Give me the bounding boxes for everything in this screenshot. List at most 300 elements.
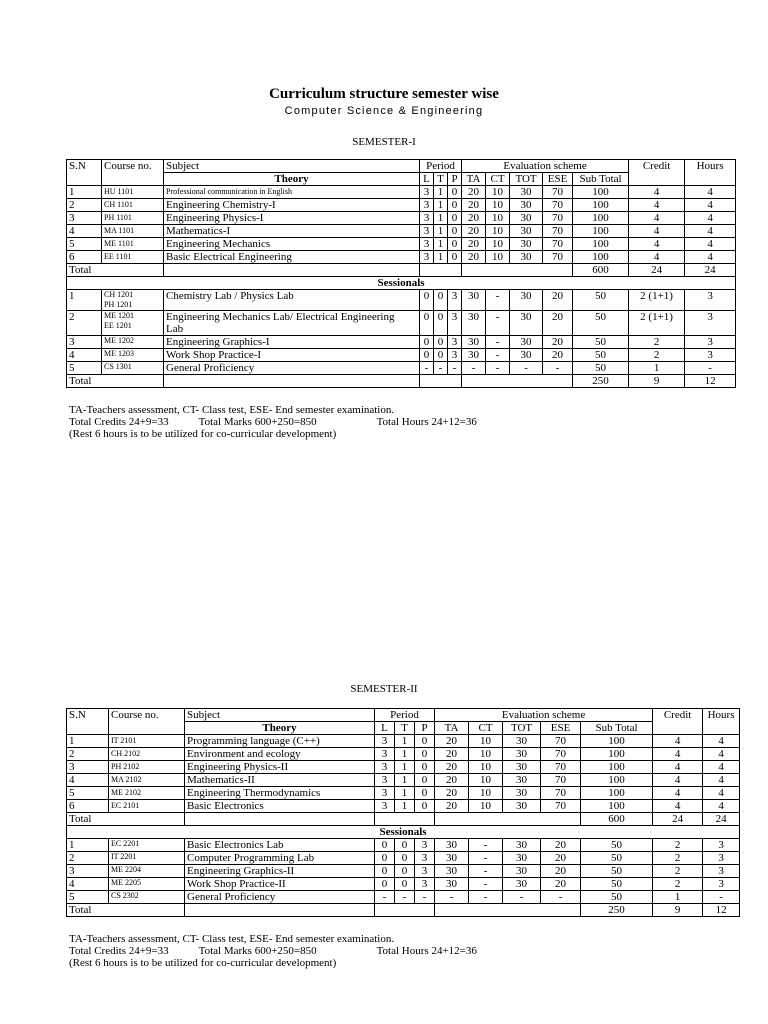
ta-cell: 20 bbox=[462, 238, 486, 251]
ese-cell: 70 bbox=[541, 800, 581, 813]
ese-cell: 70 bbox=[543, 186, 573, 199]
hours-cell: 4 bbox=[685, 238, 736, 251]
subject-text: Lab bbox=[166, 323, 184, 335]
sub-cell: 50 bbox=[581, 878, 653, 891]
l-cell: 3 bbox=[375, 787, 395, 800]
p-cell: 0 bbox=[448, 238, 462, 251]
course-header: Course no. bbox=[109, 709, 185, 735]
credit-cell: 4 bbox=[653, 748, 703, 761]
course-cell bbox=[109, 878, 185, 891]
ta-header: TA bbox=[462, 173, 486, 186]
subject-text: Work Shop Practice-II bbox=[187, 878, 286, 890]
course-cell bbox=[102, 311, 164, 336]
sessional-row bbox=[67, 891, 740, 904]
p-header: P bbox=[415, 722, 435, 735]
hours-cell: 3 bbox=[703, 839, 740, 852]
subject-text: Computer Programming Lab bbox=[187, 852, 315, 864]
subject-text: Chemistry Lab / Physics Lab bbox=[166, 290, 294, 302]
tot-header: TOT bbox=[503, 722, 541, 735]
sessional-row bbox=[67, 865, 740, 878]
ta-cell: 30 bbox=[435, 878, 469, 891]
sub-cell: 100 bbox=[573, 225, 629, 238]
sn-cell: 4 bbox=[67, 774, 109, 787]
sn-header: S.N bbox=[67, 709, 109, 735]
sessionals-heading-row bbox=[67, 277, 736, 290]
subtotal-header: Sub Total bbox=[573, 173, 629, 186]
sub-cell: 100 bbox=[581, 761, 653, 774]
p-cell: 0 bbox=[415, 748, 435, 761]
course-code: CS 2302 bbox=[111, 891, 139, 900]
course-cell: CH 1101 bbox=[102, 199, 164, 212]
evaluation-header: Evaluation scheme bbox=[462, 160, 629, 173]
subject-cell bbox=[185, 891, 375, 904]
totals-line bbox=[69, 945, 477, 957]
ese-header: ESE bbox=[541, 722, 581, 735]
l-cell: 0 bbox=[375, 839, 395, 852]
p-header: P bbox=[448, 173, 462, 186]
l-cell: 0 bbox=[375, 865, 395, 878]
l-cell: 3 bbox=[375, 774, 395, 787]
sub-cell: 100 bbox=[573, 186, 629, 199]
rest-note: (Rest 6 hours is to be utilized for co-curricular development) bbox=[69, 428, 337, 440]
tot-cell: 30 bbox=[503, 774, 541, 787]
t-cell: 0 bbox=[434, 311, 448, 336]
subject-text: General Proficiency bbox=[166, 362, 255, 374]
p-cell: 0 bbox=[448, 199, 462, 212]
subject-cell: Engineering Thermodynamics bbox=[185, 787, 375, 800]
hours-cell: 4 bbox=[703, 800, 740, 813]
subject-cell: Programming language (C++) bbox=[185, 735, 375, 748]
empty-cell bbox=[435, 813, 581, 826]
ta-cell: 30 bbox=[435, 839, 469, 852]
ta-cell: 20 bbox=[462, 251, 486, 264]
l-cell: 0 bbox=[420, 336, 434, 349]
hours-cell: 12 bbox=[685, 375, 736, 388]
p-cell: 3 bbox=[448, 311, 462, 336]
ct-cell: 10 bbox=[486, 251, 510, 264]
sub-cell: 100 bbox=[581, 748, 653, 761]
t-cell: 1 bbox=[395, 800, 415, 813]
credit-cell: 2 (1+1) bbox=[629, 290, 685, 311]
credit-cell: 4 bbox=[653, 800, 703, 813]
p-cell: - bbox=[448, 362, 462, 375]
hours-cell: 4 bbox=[685, 225, 736, 238]
course-cell bbox=[109, 865, 185, 878]
tot-cell: 30 bbox=[503, 800, 541, 813]
sub-cell: 50 bbox=[573, 290, 629, 311]
sub-cell: 50 bbox=[573, 362, 629, 375]
subject-text: General Proficiency bbox=[187, 891, 276, 903]
subtotal-cell: 600 bbox=[573, 264, 629, 277]
l-header: L bbox=[375, 722, 395, 735]
ese-cell: 70 bbox=[543, 212, 573, 225]
p-cell: 0 bbox=[448, 212, 462, 225]
credit-cell: 4 bbox=[653, 735, 703, 748]
period-header: Period bbox=[375, 709, 435, 722]
theory-total-row bbox=[67, 813, 740, 826]
ese-cell: 70 bbox=[541, 735, 581, 748]
document-title: Curriculum structure semester wise bbox=[269, 86, 499, 102]
header-row bbox=[67, 709, 740, 722]
ta-cell: 20 bbox=[435, 800, 469, 813]
ta-cell: 20 bbox=[462, 186, 486, 199]
empty-cell bbox=[420, 375, 462, 388]
l-cell: 3 bbox=[375, 800, 395, 813]
ta-cell: 20 bbox=[435, 787, 469, 800]
t-cell: - bbox=[434, 362, 448, 375]
course-code: ME 2205 bbox=[111, 878, 141, 887]
l-cell: 3 bbox=[420, 225, 434, 238]
hours-header: Hours bbox=[703, 709, 740, 735]
header-row bbox=[67, 160, 736, 173]
credit-cell: 1 bbox=[629, 362, 685, 375]
credit-cell: 2 bbox=[629, 349, 685, 362]
sn-cell: 5 bbox=[67, 891, 109, 904]
hours-cell: 3 bbox=[685, 349, 736, 362]
semester-2-label: SEMESTER-II bbox=[350, 683, 418, 695]
sessional-row bbox=[67, 839, 740, 852]
subject-cell: Environment and ecology bbox=[185, 748, 375, 761]
l-cell: 0 bbox=[420, 290, 434, 311]
subject-cell bbox=[185, 839, 375, 852]
subject-cell bbox=[185, 865, 375, 878]
hours-cell: 4 bbox=[703, 787, 740, 800]
p-cell: 3 bbox=[448, 349, 462, 362]
ct-cell: 10 bbox=[486, 186, 510, 199]
hours-cell: 4 bbox=[703, 761, 740, 774]
l-cell: 3 bbox=[420, 251, 434, 264]
p-cell: 3 bbox=[415, 839, 435, 852]
credit-cell: 4 bbox=[629, 225, 685, 238]
l-cell: 3 bbox=[420, 238, 434, 251]
ct-header: CT bbox=[469, 722, 503, 735]
legend-note: TA-Teachers assessment, CT- Class test, ESE- End semester examination. bbox=[69, 404, 395, 416]
sessional-row bbox=[67, 290, 736, 311]
evaluation-header: Evaluation scheme bbox=[435, 709, 653, 722]
course-code: PH 1201 bbox=[104, 300, 133, 309]
hours-cell: 4 bbox=[685, 251, 736, 264]
credit-cell: 2 bbox=[653, 839, 703, 852]
sub-cell: 100 bbox=[581, 800, 653, 813]
semester-1-label: SEMESTER-I bbox=[352, 136, 416, 148]
l-cell: - bbox=[375, 891, 395, 904]
credit-cell: 24 bbox=[653, 813, 703, 826]
hours-cell: 24 bbox=[703, 813, 740, 826]
l-cell: 0 bbox=[375, 878, 395, 891]
l-cell: 3 bbox=[375, 761, 395, 774]
sn-cell: 3 bbox=[67, 212, 102, 225]
sub-cell: 50 bbox=[581, 865, 653, 878]
ese-cell: 20 bbox=[543, 311, 573, 336]
t-cell: 1 bbox=[395, 774, 415, 787]
p-cell: - bbox=[415, 891, 435, 904]
theory-total-row bbox=[67, 264, 736, 277]
course-code: IT 2201 bbox=[111, 852, 137, 861]
sn-cell: 2 bbox=[67, 748, 109, 761]
ct-cell: - bbox=[486, 290, 510, 311]
tot-cell: 30 bbox=[503, 787, 541, 800]
ese-cell: - bbox=[541, 891, 581, 904]
course-code: EE 1201 bbox=[104, 321, 132, 330]
tot-cell: 30 bbox=[503, 865, 541, 878]
credit-cell: 9 bbox=[629, 375, 685, 388]
document-subtitle: Computer Science & Engineering bbox=[284, 105, 484, 117]
empty-cell bbox=[462, 264, 573, 277]
ta-header: TA bbox=[435, 722, 469, 735]
ct-cell: - bbox=[486, 362, 510, 375]
tot-cell: 30 bbox=[510, 225, 543, 238]
course-cell: HU 1101 bbox=[102, 186, 164, 199]
sessional-row bbox=[67, 362, 736, 375]
t-cell: 1 bbox=[434, 212, 448, 225]
ta-cell: - bbox=[435, 891, 469, 904]
ta-cell: 30 bbox=[462, 290, 486, 311]
tot-cell: 30 bbox=[510, 199, 543, 212]
total-hours: Total Hours 24+12=36 bbox=[376, 416, 477, 428]
course-code: CH 1201 bbox=[104, 290, 134, 299]
l-cell: 3 bbox=[420, 212, 434, 225]
hours-cell: 3 bbox=[685, 290, 736, 311]
ta-cell: 30 bbox=[435, 852, 469, 865]
subject-cell bbox=[164, 362, 420, 375]
subject-cell bbox=[164, 349, 420, 362]
credit-cell: 2 bbox=[653, 865, 703, 878]
ese-cell: 20 bbox=[541, 865, 581, 878]
sessionals-heading-row bbox=[67, 826, 740, 839]
sub-cell: 50 bbox=[581, 839, 653, 852]
sub-cell: 50 bbox=[581, 852, 653, 865]
course-code: CS 1301 bbox=[104, 362, 132, 371]
p-cell: 0 bbox=[415, 761, 435, 774]
tot-cell: 30 bbox=[510, 186, 543, 199]
sessional-total-row bbox=[67, 375, 736, 388]
subject-cell: Mathematics-II bbox=[185, 774, 375, 787]
hours-cell: 3 bbox=[703, 865, 740, 878]
ese-cell: 70 bbox=[541, 787, 581, 800]
subject-header: Subject bbox=[185, 709, 375, 722]
subject-cell: Professional communication in English bbox=[164, 186, 420, 199]
theory-row bbox=[67, 761, 740, 774]
hours-cell: 24 bbox=[685, 264, 736, 277]
ct-cell: - bbox=[469, 852, 503, 865]
hours-cell: 4 bbox=[703, 774, 740, 787]
ta-cell: 20 bbox=[462, 225, 486, 238]
tot-cell: 30 bbox=[510, 238, 543, 251]
ct-cell: 10 bbox=[469, 735, 503, 748]
t-cell: - bbox=[395, 891, 415, 904]
sessionals-heading: Sessionals bbox=[67, 826, 740, 839]
hours-cell: 3 bbox=[703, 852, 740, 865]
sn-cell: 6 bbox=[67, 251, 102, 264]
credit-cell: 4 bbox=[653, 787, 703, 800]
t-header: T bbox=[395, 722, 415, 735]
course-cell: PH 2102 bbox=[109, 761, 185, 774]
credit-cell: 4 bbox=[629, 238, 685, 251]
total-hours: Total Hours 24+12=36 bbox=[376, 945, 477, 957]
hours-header: Hours bbox=[685, 160, 736, 186]
credit-cell: 2 bbox=[653, 878, 703, 891]
ct-cell: 10 bbox=[486, 238, 510, 251]
tot-cell: - bbox=[503, 891, 541, 904]
ese-cell: 20 bbox=[541, 839, 581, 852]
course-code: ME 2204 bbox=[111, 865, 141, 874]
ta-cell: 20 bbox=[462, 212, 486, 225]
course-cell bbox=[109, 839, 185, 852]
p-cell: 0 bbox=[448, 225, 462, 238]
subject-header: Subject bbox=[164, 160, 420, 173]
sub-cell: 50 bbox=[581, 891, 653, 904]
sub-cell: 100 bbox=[581, 774, 653, 787]
ese-cell: 70 bbox=[541, 761, 581, 774]
tot-cell: 30 bbox=[503, 735, 541, 748]
sub-cell: 50 bbox=[573, 311, 629, 336]
course-cell bbox=[109, 852, 185, 865]
ct-header: CT bbox=[486, 173, 510, 186]
subject-cell bbox=[185, 852, 375, 865]
t-cell: 0 bbox=[434, 290, 448, 311]
theory-row bbox=[67, 225, 736, 238]
ese-cell: - bbox=[543, 362, 573, 375]
ta-cell: 20 bbox=[435, 774, 469, 787]
course-cell bbox=[102, 362, 164, 375]
subject-cell: Basic Electronics bbox=[185, 800, 375, 813]
subject-cell bbox=[185, 878, 375, 891]
l-cell: 3 bbox=[375, 748, 395, 761]
tot-cell: 30 bbox=[510, 311, 543, 336]
tot-cell: 30 bbox=[503, 761, 541, 774]
tot-cell: 30 bbox=[503, 878, 541, 891]
empty-cell bbox=[164, 375, 420, 388]
p-cell: 0 bbox=[448, 251, 462, 264]
ese-cell: 70 bbox=[543, 238, 573, 251]
l-cell: 3 bbox=[420, 199, 434, 212]
p-cell: 0 bbox=[415, 774, 435, 787]
credit-header: Credit bbox=[653, 709, 703, 735]
ct-cell: - bbox=[469, 878, 503, 891]
empty-cell bbox=[462, 375, 573, 388]
t-header: T bbox=[434, 173, 448, 186]
l-cell: - bbox=[420, 362, 434, 375]
ta-cell: 20 bbox=[435, 748, 469, 761]
subtotal-cell: 250 bbox=[581, 904, 653, 917]
ct-cell: - bbox=[486, 311, 510, 336]
tot-cell: 30 bbox=[503, 748, 541, 761]
subject-text: Engineering Graphics-I bbox=[166, 336, 270, 348]
hours-cell: 4 bbox=[685, 199, 736, 212]
l-cell: 0 bbox=[420, 311, 434, 336]
ese-cell: 20 bbox=[543, 290, 573, 311]
sn-cell: 1 bbox=[67, 839, 109, 852]
tot-cell: 30 bbox=[503, 852, 541, 865]
semester-1-notes bbox=[69, 404, 477, 440]
ct-cell: 10 bbox=[469, 748, 503, 761]
sub-cell: 100 bbox=[573, 238, 629, 251]
sn-cell: 3 bbox=[67, 336, 102, 349]
empty-cell bbox=[420, 264, 462, 277]
course-cell: MA 2102 bbox=[109, 774, 185, 787]
ta-cell: 30 bbox=[462, 349, 486, 362]
t-cell: 0 bbox=[434, 336, 448, 349]
hours-cell: 12 bbox=[703, 904, 740, 917]
sub-cell: 100 bbox=[573, 199, 629, 212]
course-cell: MA 1101 bbox=[102, 225, 164, 238]
ct-cell: 10 bbox=[486, 199, 510, 212]
theory-row bbox=[67, 186, 736, 199]
sessional-row bbox=[67, 336, 736, 349]
l-cell: 0 bbox=[375, 852, 395, 865]
sub-cell: 100 bbox=[573, 212, 629, 225]
hours-cell: 4 bbox=[703, 748, 740, 761]
ct-cell: - bbox=[469, 839, 503, 852]
hours-cell: - bbox=[703, 891, 740, 904]
course-code: ME 1203 bbox=[104, 349, 134, 358]
ct-cell: 10 bbox=[486, 225, 510, 238]
theory-row bbox=[67, 774, 740, 787]
sessional-row bbox=[67, 311, 736, 336]
total-label: Total bbox=[67, 264, 164, 277]
ese-cell: 20 bbox=[543, 336, 573, 349]
theory-row bbox=[67, 748, 740, 761]
hours-cell: 4 bbox=[685, 186, 736, 199]
p-cell: 0 bbox=[415, 735, 435, 748]
sessional-total-row bbox=[67, 904, 740, 917]
sn-cell: 4 bbox=[67, 225, 102, 238]
credit-cell: 4 bbox=[653, 761, 703, 774]
ese-cell: 70 bbox=[541, 748, 581, 761]
total-credits: Total Credits 24+9=33 bbox=[69, 416, 169, 428]
sub-cell: 50 bbox=[573, 336, 629, 349]
sessional-row bbox=[67, 349, 736, 362]
p-cell: 0 bbox=[448, 186, 462, 199]
sn-cell: 2 bbox=[67, 852, 109, 865]
credit-cell: 2 (1+1) bbox=[629, 311, 685, 336]
subject-cell bbox=[164, 311, 420, 336]
course-cell: ME 1101 bbox=[102, 238, 164, 251]
hours-cell: 4 bbox=[703, 735, 740, 748]
ese-cell: 20 bbox=[541, 852, 581, 865]
course-header: Course no. bbox=[102, 160, 164, 186]
sn-cell: 2 bbox=[67, 199, 102, 212]
subject-cell: Mathematics-I bbox=[164, 225, 420, 238]
course-code: EC 2201 bbox=[111, 839, 140, 848]
sessionals-heading: Sessionals bbox=[67, 277, 736, 290]
tot-cell: 30 bbox=[510, 290, 543, 311]
sn-cell: 4 bbox=[67, 349, 102, 362]
sn-cell: 5 bbox=[67, 787, 109, 800]
t-cell: 1 bbox=[395, 748, 415, 761]
hours-cell: 3 bbox=[685, 311, 736, 336]
theory-row bbox=[67, 800, 740, 813]
theory-row bbox=[67, 735, 740, 748]
p-cell: 3 bbox=[448, 336, 462, 349]
ta-cell: 30 bbox=[435, 865, 469, 878]
semester-1-table bbox=[66, 159, 736, 388]
subject-text: Basic Electronics Lab bbox=[187, 839, 284, 851]
tot-cell: 30 bbox=[510, 212, 543, 225]
subject-text: Work Shop Practice-I bbox=[166, 349, 262, 361]
ct-cell: 10 bbox=[469, 787, 503, 800]
theory-heading: Theory bbox=[164, 173, 420, 186]
sessional-row bbox=[67, 852, 740, 865]
ct-cell: - bbox=[486, 336, 510, 349]
t-cell: 0 bbox=[434, 349, 448, 362]
t-cell: 1 bbox=[434, 199, 448, 212]
ct-cell: 10 bbox=[469, 761, 503, 774]
theory-row bbox=[67, 787, 740, 800]
ta-cell: 30 bbox=[462, 336, 486, 349]
sn-cell: 1 bbox=[67, 186, 102, 199]
course-cell: CH 2102 bbox=[109, 748, 185, 761]
